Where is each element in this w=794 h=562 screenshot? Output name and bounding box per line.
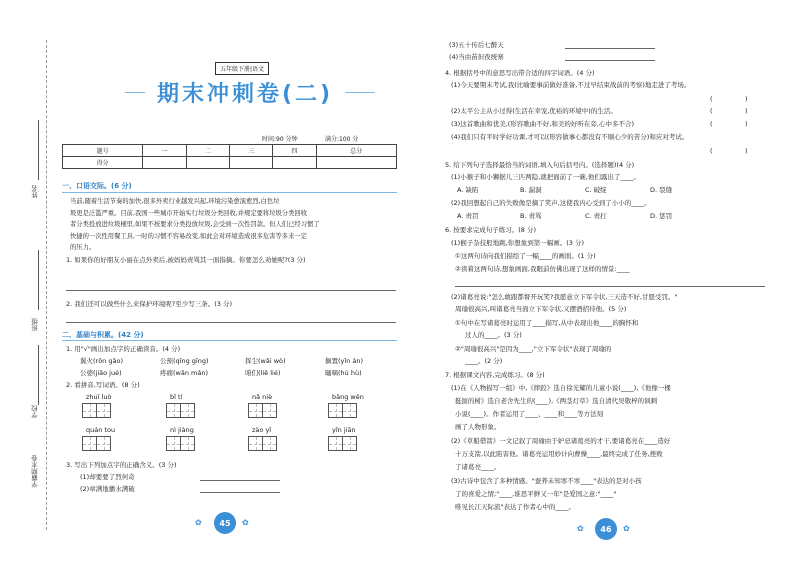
q5-1: (1)小猴子和小狮据儿三匹两隐,就把面前了一碗,他们露出了____。 [451,173,640,181]
right-page [405,0,794,562]
score-input[interactable] [273,157,316,169]
passage-line: 圾更是泛滥严重。目前,我国一些城市开始实行垃圾分类回收,并规定要将垃圾分类回收 [70,209,307,217]
reading-item[interactable]: 疼痛(wǎn mán) [160,369,208,377]
question-2-3: 3. 写出下列加点字的正确含义。(3 分) [66,461,177,469]
score-input[interactable] [186,157,229,169]
score-header-row [63,145,397,157]
reading-item[interactable]: 挥尘(wǎi wò) [245,357,286,365]
score-cell: 总分 [316,145,396,157]
answer-line[interactable] [200,492,280,493]
q6-2c: ①句中在写诸葛亮时运用了____描写,从中表现出他____的胸怀和 [455,319,639,327]
reading-item[interactable]: 咱们(liē lié) [245,369,281,377]
q7-3c: 唯见长江天际流"表达了作者心中的____。 [455,503,575,511]
score-cell: 二 [186,145,229,157]
writing-grid[interactable] [82,403,110,418]
score-cell: 四 [273,145,316,157]
q7-1: (1)在《人物描写一组》中,《摔跤》选自徐光耀的儿童小说(____),《他像一棵 [451,384,671,392]
passage-line: 快捷的一次性用餐工具,一时的习惯不容易改变,如此会对环境造成很多危害等多来一定 [70,232,307,240]
writing-grid[interactable] [248,403,276,418]
meaning-item: (1)却要要了烈何奇 [80,473,135,481]
q6-2e: ②"周瑜很高兴"是因为____,"立下军令状"表现了周瑜的 [455,345,612,353]
name-label: 姓名 [31,185,39,198]
section-2-heading: 二、基础与积累。(42 分) [62,331,144,339]
school-field[interactable] [38,345,39,405]
question-6: 6. 按要求完成句子练习。(8 分) [445,226,537,234]
q4-item: (1)今天要期末考试,我(比喻要事前做好准备,不过早结束战前的考察)地走进了考场。 [451,81,691,89]
q7-2c: 了诸葛亮____。 [455,463,501,471]
q7-2b: 十万支箭,以此陷害他。诸葛亮运用妙计向曹操____,最终完成了任务,挫败 [455,450,663,458]
q6-2b: 周瑜很高兴,叫诸葛亮当面立下军令状,又摆酒招待他。(5 分) [455,305,627,313]
q7-1d: 画了人物形象。 [455,423,501,431]
binding-dashed-line [46,40,47,530]
full-score: 满分:100 分 [325,136,359,143]
question-2-1: 1. 用"√"画出加点字的正确读音。(4 分) [66,345,181,353]
option[interactable]: B. 漏洞 [520,186,542,194]
q6-1a: ①这两句诗向我们描绘了一幅____的画面。(1 分) [455,252,596,260]
reading-item[interactable]: 嗵嘀(hú hù) [325,369,362,377]
section-1-passage [70,196,400,254]
reading-item[interactable]: 公婆(jiāo jué) [80,369,122,377]
pinyin-label: zhuī luò [86,393,112,401]
grade-badge: 五年级下册|语文 [215,62,269,75]
q7-3b: 了的喜爱之情;"____,谁思平鲜又一年"是爱国之意:"____" [455,490,617,498]
q7-1c: 小说(____)。作者运用了____、____和____等方法刻 [455,410,604,418]
q7-3: (3)古诗中包含了多种情感。"蚕养未知寒不寒____"表达的是对小孩 [451,477,642,485]
score-cell: 三 [229,145,272,157]
writing-grid[interactable] [82,436,110,451]
option[interactable]: C. 破绽 [585,186,607,194]
question-1-2: 2. 我们还可以做些什么来保护环境呢?至少写三条。(3 分) [66,300,232,308]
flower-icon: ✿ [195,518,202,527]
answer-line[interactable] [66,322,396,323]
score-input[interactable] [316,157,396,169]
question-7: 7. 根据课文内容,完成练习。(8 分) [445,371,545,379]
q4-item: (3)这首歌曲和优美,(形容歌曲不好,和美的好听在旁,心中多不合) [451,120,634,128]
q7-1b: 挺拔的树》选自老舍先生的(____),《两茎灯草》选自清代吴敬梓的讽刺 [455,397,658,405]
title-deco-right [345,92,375,93]
q6-2d: 过人的____。(3 分) [465,331,522,339]
option[interactable]: C. 责打 [585,212,607,220]
option[interactable]: A. 缺陷 [457,186,479,194]
q5-2: (2)我回想起自己的失败像是摘了笑声,这使我内心受到了小小的____。 [451,199,651,207]
answer-line[interactable] [200,480,280,481]
title-wrap [150,76,340,108]
pinyin-label: bǐ tí [170,393,183,401]
pinyin-label: zào yǐ [252,426,272,434]
binding-strip [0,0,56,562]
section-1-bar [62,192,397,193]
answer-line[interactable] [565,60,655,61]
pinyin-label: yǐn jiān [332,426,356,434]
passage-line: 者分类投放进垃圾桶里,如果不按要求分类投放垃圾,会受到一次性罚款。但人们已经习惯了 [70,221,320,228]
score-cell: 得分 [63,157,143,169]
score-cell: 一 [143,145,186,157]
page-title: 期末冲刺卷(二) [156,81,334,107]
meaning-item: (2)章满地播水满破 [80,485,135,493]
option[interactable]: A. 责罚 [457,212,479,220]
q6-2: (2)诸葛亮说:"怎么敢跟都督开玩笑?我愿意立下军令状,三天造不好,甘愿受罚。" [451,293,678,301]
side-label: 学霸期末卷 [31,455,39,488]
score-input[interactable] [229,157,272,169]
writing-grid[interactable] [328,403,356,418]
answer-paren[interactable]: ( ) [710,147,748,155]
option[interactable]: D. 裂缝 [650,186,673,194]
q6-2f: ____。(2 分) [465,357,503,365]
poem-item: (3)五十传后七醉天 [449,41,504,49]
score-value-row [63,157,397,169]
passage-line: 当前,随着生活节奏的加快,很多外卖行业越发兴起,环境污染愈演愈烈,白色垃 [70,198,280,205]
pinyin-label: nǎ niè [252,393,273,401]
reading-item[interactable]: 翼火(rōn gǎo) [80,357,123,365]
flower-icon: ✿ [577,524,584,533]
pinyin-label: bǎng wěn [332,393,364,401]
answer-line[interactable] [455,286,765,287]
page-number-left: 45 [214,512,236,534]
question-1-1: 1. 如果你的好朋友小丽在点外卖后,被妈妈责骂其一面指摘。你要怎么劝她呢?(3 分) [66,256,306,264]
flower-icon: ✿ [623,524,630,533]
score-input[interactable] [143,157,186,169]
q7-2: (2)《草船借箭》一文记叙了周瑜由于妒忌诸葛亮的才干,要诸葛亮在____造好 [451,437,671,445]
name-field[interactable] [38,120,39,180]
time-limit: 时间:90 分钟 [262,136,298,143]
writing-grid[interactable] [248,436,276,451]
writing-grid[interactable] [166,436,194,451]
reading-item[interactable]: 搁置(yǐn án) [325,357,364,365]
q4-item: (4)我们只有平时学好功课,才可以(形容做事心都没有不顺心少的苦分)和应对考试。 [451,133,689,141]
answer-paren[interactable]: ( ) [710,95,748,103]
question-2-2: 2. 看拼音,写词语。(8 分) [66,381,140,389]
pinyin-label: nì jiàng [170,426,194,434]
pinyin-label: quán tou [86,426,116,434]
answer-line[interactable] [565,48,655,49]
q6-1b: ②读着这两句诗,想象画面,我眼前仿佛出现了这样的情景:____ [455,265,630,273]
section-1-heading: 一、口语交际。(6 分) [62,182,132,190]
question-5: 5. 给下列句子选择最恰当的词语,填入句后括号内。(选择题)(4 分) [445,161,635,169]
writing-grid[interactable] [328,436,356,451]
page-number-right: 46 [595,518,617,540]
passage-line: 的压力。 [70,244,96,251]
class-label: 班级 [31,318,39,331]
writing-grid[interactable] [166,403,194,418]
option[interactable]: B. 责骂 [520,212,542,220]
poem-item: (4)当由苗但夜统寨 [449,53,504,61]
answer-paren[interactable]: ( ) [710,107,748,115]
question-4: 4. 根据括号中的意思写出带合适的四字词语。(4 分) [445,69,595,77]
flower-icon: ✿ [242,518,249,527]
title-deco-left [125,92,145,93]
option[interactable]: D. 惩罚 [650,212,673,220]
answer-line[interactable] [66,290,396,291]
school-label: 学校 [31,405,39,418]
section-2-bar [62,340,397,341]
reading-item[interactable]: 公预(qīng gīng) [160,357,209,365]
q6-1: (1)猴子杂技般地跳,你想象到第一幅画。(3 分) [451,239,585,247]
answer-paren[interactable]: ( ) [710,120,748,128]
score-table [62,144,397,169]
score-cell: 题号 [63,145,143,157]
class-field[interactable] [38,250,39,310]
q4-item: (2)太平公主从小过得(生活在幸宠,优裕的环境中)的生活。 [451,107,617,115]
